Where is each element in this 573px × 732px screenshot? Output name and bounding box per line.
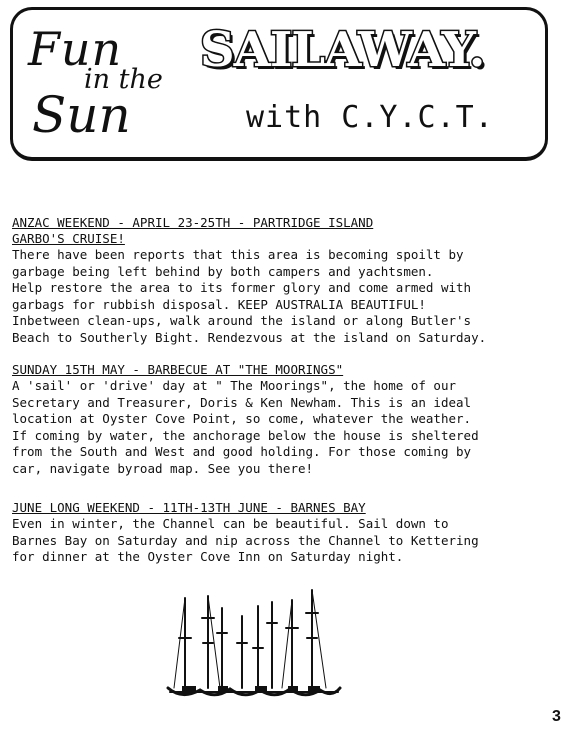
section-anzac-weekend [12,215,557,347]
section-heading: SUNDAY 15TH MAY - BARBECUE AT "THE MOORINGS" [12,362,344,377]
body-line: Secretary and Treasurer, Doris & Ken Newham. This is an ideal [12,394,472,410]
body-line: If coming by water, the anchorage below the house is sheltered [12,427,479,443]
section-heading: JUNE LONG WEEKEND - 11TH-13TH JUNE - BARNES BAY [12,500,366,515]
body-line: garbags for rubbish disposal. KEEP AUSTRALIA BEAUTIFUL! [12,296,426,312]
section-june-long-weekend [12,500,557,566]
body-line: Barnes Bay on Saturday and nip across the Channel to Kettering [12,532,479,548]
body-line: Beach to Southerly Bight. Rendezvous at the island on Saturday. [12,329,487,345]
body-line: garbage being left behind by both campers and yachtsmen. [12,263,434,279]
moored-yachts-icon [160,588,360,708]
body-line: from the South and West and good holding. For those coming by [12,444,472,460]
newsletter-title: SAILAWAY. [200,22,485,78]
logo-word-fun: Fun [28,22,123,76]
page-number: 3 [552,708,561,725]
body-line: Help restore the area to its former glory and come armed with [12,280,472,296]
body-line: for dinner at the Oyster Cove Inn on Saturday night. [12,549,404,565]
body-line: car, navigate byroad map. See you there! [12,460,314,476]
fun-in-the-sun-logo [22,20,172,148]
section-barbecue [12,362,557,478]
logo-word-in-the: in the [84,64,163,95]
body-line: location at Oyster Cove Point, so come, whatever the weather. [12,411,472,427]
logo-word-sun: Sun [32,86,131,144]
section-heading: ANZAC WEEKEND - APRIL 23-25TH - PARTRIDGE ISLAND [12,215,374,230]
section-subheading: GARBO'S CRUISE! [12,231,125,246]
newsletter-subtitle: with C.Y.C.T. [246,100,494,135]
body-line: A 'sail' or 'drive' day at " The Moorings", the home of our [12,378,457,393]
body-line: There have been reports that this area is becoming spoilt by [12,247,464,262]
body-line: Inbetween clean-ups, walk around the island or along Butler's [12,313,472,329]
body-line: Even in winter, the Channel can be beautiful. Sail down to [12,516,449,531]
